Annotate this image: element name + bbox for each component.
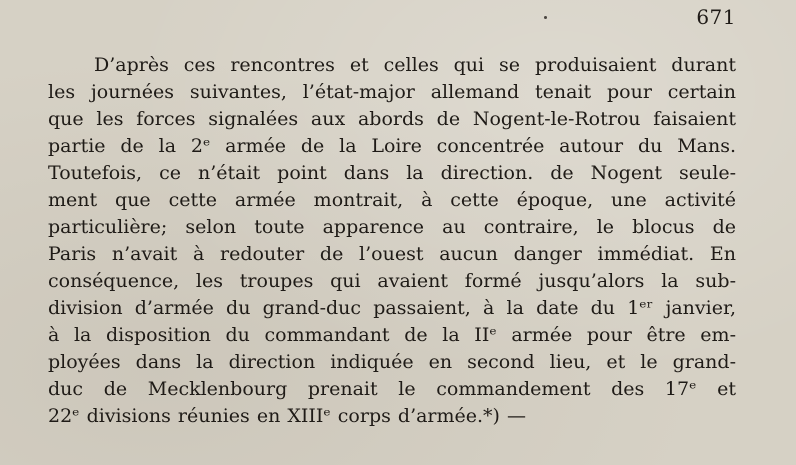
text-line: Toutefois, ce n’était point dans la direction. de Nogent seule- — [48, 162, 736, 184]
text-line: particulière; selon toute apparence au contraire, le blocus de — [48, 216, 736, 238]
text-line: conséquence, les troupes qui avaient formé jusqu’alors la sub- — [48, 270, 736, 292]
page-number: 671 — [696, 5, 736, 29]
text-line: 22ᵉ divisions réunies en XIIIᵉ corps d’armée.*) — — [48, 405, 527, 427]
text-line: ment que cette armée montrait, à cette époque, une activité — [48, 189, 736, 211]
text-line: ployées dans la direction indiquée en second lieu, et le grand- — [48, 351, 736, 373]
text-line: que les forces signalées aux abords de Nogent-le-Rotrou faisaient — [48, 108, 736, 130]
text-line: Paris n’avait à redouter de l’ouest aucun danger immédiat. En — [48, 243, 736, 265]
text-line: D’après ces rencontres et celles qui se produisaient durant — [94, 54, 736, 76]
text-line: les journées suivantes, l’état-major allemand tenait pour certain — [48, 81, 736, 103]
text-line: duc de Mecklenbourg prenait le commandement des 17ᵉ et — [48, 378, 736, 400]
text-line: partie de la 2ᵉ armée de la Loire concentrée autour du Mans. — [48, 135, 736, 157]
text-line: à la disposition du commandant de la IIᵉ armée pour être em- — [48, 324, 736, 346]
paragraph — [48, 52, 736, 430]
text-line: division d’armée du grand-duc passaient, à la date du 1ᵉʳ janvier, — [48, 297, 736, 319]
ink-speck — [544, 16, 547, 19]
